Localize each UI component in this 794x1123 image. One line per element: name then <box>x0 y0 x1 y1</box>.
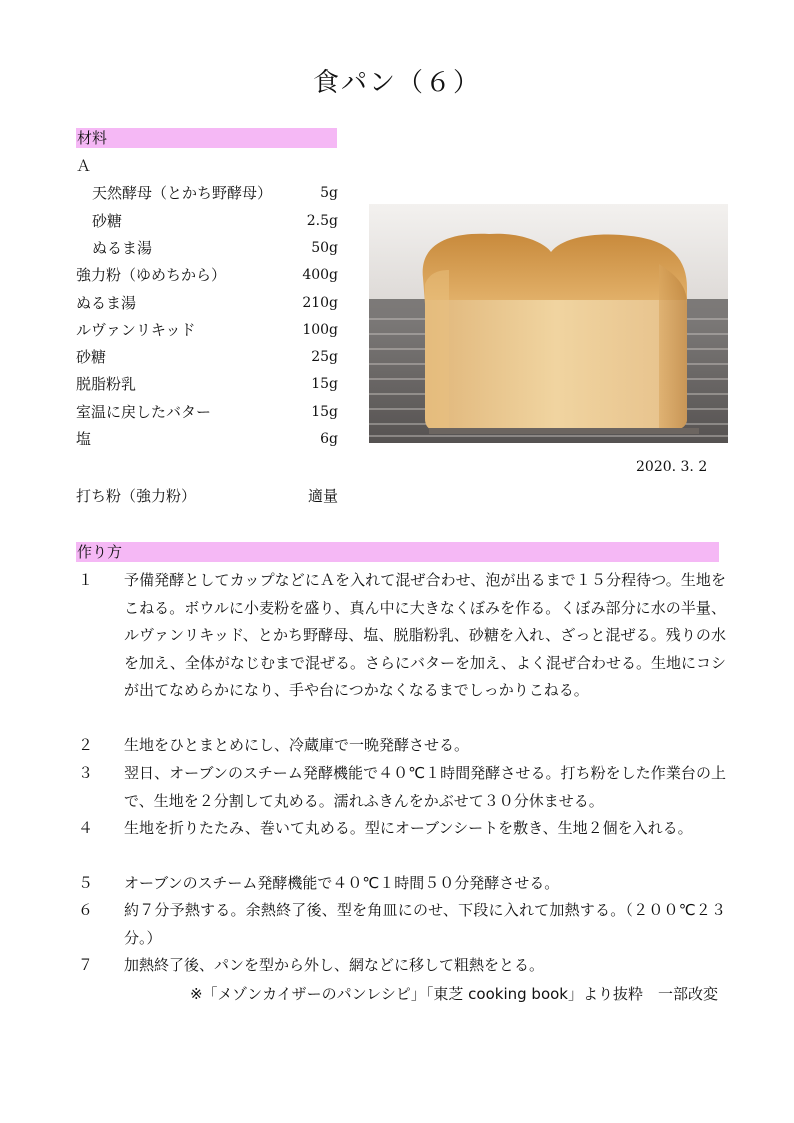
ingredient-name: Ａ <box>76 157 92 175</box>
ingredient-name: ぬるま湯 <box>92 238 153 257</box>
ingredient-amount: 25g <box>311 349 338 366</box>
method-step <box>76 732 726 760</box>
ingredient-amount: 6g <box>320 431 338 447</box>
step-number: １ <box>78 571 94 589</box>
ingredient-row <box>76 399 338 426</box>
ingredient-name: 砂糖 <box>92 211 123 230</box>
ingredient-row <box>76 344 338 371</box>
ingredient-row <box>76 208 338 235</box>
step-text: 翌日、オーブンのスチーム発酵機能で４０℃１時間発酵させる。打ち粉をした作業台の上で、生地を２分割して丸める。濡れふきんをかぶせて３０分休ませる。 <box>124 764 726 810</box>
ingredient-amount: 5g <box>320 185 338 202</box>
step-text: 生地を折りたたみ、巻いて丸める。型にオーブンシートを敷き、生地２個を入れる。 <box>124 819 693 837</box>
step-text: 約７分予熱する。余熱終了後、型を角皿にのせ、下段に入れて加熱する。（２００℃２３分。） <box>124 901 726 947</box>
method-step <box>76 952 726 980</box>
ingredient-name: 脱脂粉乳 <box>76 375 137 394</box>
method-step <box>76 815 726 843</box>
ingredient-row <box>76 180 338 207</box>
ingredient-amount: 適量 <box>307 487 338 505</box>
ingredient-amount: 210g <box>302 294 338 311</box>
ingredient-amount: 50g <box>311 239 338 256</box>
ingredient-row-dusting <box>76 483 338 510</box>
ingredients-heading: 材料 <box>76 128 337 148</box>
method-step <box>76 760 726 815</box>
step-number: ７ <box>78 956 94 974</box>
ingredient-row <box>76 317 338 344</box>
ingredient-amount: 100g <box>302 321 338 338</box>
ingredient-name: 塩 <box>76 430 92 448</box>
ingredient-name: 室温に戻したバター <box>76 402 212 421</box>
ingredient-row <box>76 426 338 453</box>
ingredient-name: ぬるま湯 <box>76 293 137 312</box>
step-number: ３ <box>78 764 94 782</box>
step-text: 生地をひとまとめにし、冷蔵庫で一晩発酵させる。 <box>124 736 470 754</box>
ingredient-name: 天然酵母（とかち野酵母） <box>92 184 273 203</box>
step-number: ２ <box>78 736 94 754</box>
ingredient-amount: 2.5g <box>306 212 338 229</box>
ingredient-amount: 15g <box>311 376 338 393</box>
step-number: ６ <box>78 901 94 919</box>
page-title: 食パン（６） <box>312 68 481 98</box>
ingredient-amount: 15g <box>311 403 338 420</box>
ingredient-name: 強力粉（ゆめちから） <box>76 266 227 285</box>
ingredient-row <box>76 371 338 398</box>
ingredient-name: ルヴァンリキッド <box>76 320 196 339</box>
date-label: 2020. 3. 2 <box>636 459 708 475</box>
ingredient-row <box>76 153 338 180</box>
source-credit: ※「メゾンカイザーのパンレシピ」「東芝 cooking book」より抜粋 一部改変 <box>189 985 718 1003</box>
ingredient-row <box>76 290 338 317</box>
ingredient-row <box>76 262 338 289</box>
step-text: 加熱終了後、パンを型から外し、網などに移して粗熱をとる。 <box>124 956 545 974</box>
method-step <box>76 870 726 898</box>
method-step <box>76 897 726 952</box>
step-number: ５ <box>78 874 94 892</box>
step-number: ４ <box>78 819 94 837</box>
ingredient-amount: 400g <box>302 267 338 284</box>
step-text: 予備発酵としてカップなどにＡを入れて混ぜ合わせ、泡が出るまで１５分程待つ。生地をこねる。ボウルに小麦粉を盛り、真ん中に大きなくぼみを作る。くぼみ部分に水の半量、ルヴァンリキッド、とかち野酵母、塩、脱脂粉乳、砂糖を入れ、ざっと混ぜる。残りの水を加え、全体がなじむまで混ぜる。さらにバターを加え、よく混ぜ合わせる。生地にコシが出てなめらかになり、手や台につかなくなるまでしっかりこねる。 <box>124 571 726 699</box>
ingredient-name: 打ち粉（強力粉） <box>76 487 197 505</box>
step-text: オーブンのスチーム発酵機能で４０℃１時間５０分発酵させる。 <box>124 874 560 892</box>
ingredient-row <box>76 235 338 262</box>
ingredient-name: 砂糖 <box>76 348 107 367</box>
bread-loaf-photo <box>369 204 728 443</box>
method-heading: 作り方 <box>76 542 719 562</box>
method-step <box>76 567 726 705</box>
